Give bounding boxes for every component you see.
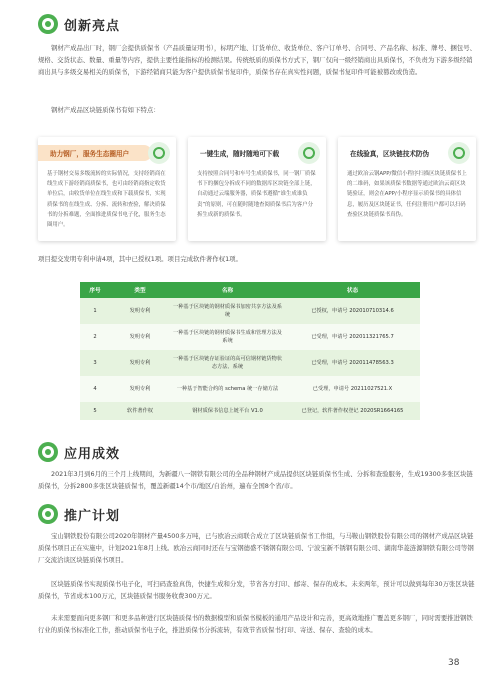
table-cell: 软件著作权 [110,402,170,420]
column-header: 序号 [80,282,110,298]
table-cell: 3 [80,350,110,376]
table-row [80,402,420,420]
table-cell: 发明专利 [110,376,170,402]
patent-table [80,282,420,420]
table-row [80,376,420,402]
feature-card-body: 基于钢材交易多级流转的实际情况，支持经销商在线生成下游经销商质保书，也可由经销商指定收货单位后，由收货单位在线生成和下载质保书，实现质保书的在线生成、分拆、流转和查验，解决质保书的分拆难题，全面推进质保书电子化，服务生态圈用户。 [47,171,166,229]
promotion-paragraph: 未来需要面向更多钢厂和更多品种进行区块链质保书的数据模型和质保书模板的通用产品设计和完善，更高效地推广覆盖更多钢厂，同时需要推进钢铁行业的质保书标准化工作，推动质保书电子化，推进质保书分拆流转，有效节省质保书打印、寄送、保存、查验的成本。 [38,614,473,634]
gear-icon [38,504,58,524]
table-cell: 一种基于区块链的钢材质保书生成和管理方法及系统 [170,324,285,350]
promotion-paragraph: 区块链质保书实现质保书电子化，可扫码查验真伪，快捷生成和分发，节省各方打印、邮寄、保存的成本。未来两年，预计可以做到每年30万张区块链质保书，节省成本100万元，区块链质保书服务收费300万元。 [38,580,475,600]
table-cell: 发明专利 [110,298,170,324]
intro-paragraph: 钢材产成品出厂时，钢厂会提供质保书（产品质量证明书），标明产地、订货单位、收货单位、客户订单号、合同号、产品名称、标准、牌号、捆包号、规格、交货状态、数量、重量等内容，提供主要性能指标的检测结果。传统纸质的质保书方式下，钢厂仅向一级经销商出具质保书，不负责为下游多级经销商出具与多级交易相关的质保书，下游经销商只能为客户提供质保书复印件，质保书存在真实性问题，质保书复印件可能被篡改或伪造。 [38,44,476,76]
column-header: 名称 [170,282,285,298]
section-title: 应用成效 [64,446,121,462]
table-cell: 发明专利 [110,350,170,376]
table-cell: 2 [80,324,110,350]
feature-card-title: 一键生成，随时随地可下载 [188,145,302,161]
gear-icon [38,14,58,34]
features-intro: 钢材产成品区块链质保书有如下特点： [51,106,160,114]
service-icon [148,142,170,164]
column-header: 状态 [285,282,420,298]
feature-card-body: 通过欧冶云钢APP/微信小程序扫描区块链质保书上的二维码，如果该质保书数据等通过欧冶云商区块链验证，则会在APP/小程序显示质保书的具体信息，履历及区块链证书，任何注册用户都可以扫码查验区块链质保书真伪。 [347,171,467,218]
section-heading-promotion [38,504,120,524]
feature-card [38,137,176,241]
page-number: 38 [448,658,460,668]
promotion-paragraph: 宝山钢铁股份有限公司2020年钢材产量4500多万吨，已与欧冶云商联合成立了区块链质保书工作组，与马鞍山钢铁股份有限公司的钢材产成品区块链质保书项目正在实施中，计划2021年8月上线。欧冶云商同时还在与宝钢德盛不锈钢有限公司、宁波宝新不锈钢有限公司、湖南华菱涟源钢铁有限公司等钢厂交流洽谈区块链质保书项目。 [38,532,474,564]
table-cell: 一种基于区块链存证验证的高可信钢材链货物状态方法、系统 [170,350,285,376]
table-row [80,350,420,376]
table-cell: 一种基于区块链的钢材质保书加密共享方法及系统 [170,298,285,324]
feature-card [188,137,326,241]
table-cell: 5 [80,402,110,420]
table-cell: 4 [80,376,110,402]
table-cell: 已登记，软件著作权登记 2020SR1664165 [285,402,420,420]
shield-icon [448,142,470,164]
section-heading-innovation [38,14,120,34]
table-cell: 1 [80,298,110,324]
table-header-row [80,282,420,298]
table-cell: 一种基于智能合约的 schema 统一存储方法 [170,376,285,402]
feature-cards [38,125,476,243]
table-caption: 项目提交发明专利申请4项，其中已授权1项。项目完成软件著作权1项。 [38,255,242,263]
feature-card-title: 在线验真，区块链技术防伪 [338,145,452,161]
table-row [80,298,420,324]
table-cell: 已授权，申请号 202010710314.6 [285,298,420,324]
table-cell: 发明专利 [110,324,170,350]
section-title: 推广计划 [64,508,121,524]
table-cell: 已受理，申请号 202011478563.3 [285,350,420,376]
section-title: 创新亮点 [64,18,121,34]
column-header: 类型 [110,282,170,298]
results-paragraph: 2021年3月到6月的三个月上线期间，为新疆八一钢铁有限公司的全品种钢材产成品提供区块链质保书生成、分拆和查验服务，生成19300多张区块链质保书，分拆2800多张区块链质保书，覆盖新疆14个市/地区/自治州，遍布全国8个省/市。 [38,470,473,490]
table-cell: 钢材质保书信息上链平台 V1.0 [170,402,285,420]
table-cell: 已受理，申请号 20211027521.X [285,376,420,402]
feature-card-body: 支持按照合同号和车号生成质保书，同一钢厂质保书下的捆包分拆成不同的数据库区块链全部上链，自动通过云端服务器，质保书遵循“谁生成谁负责”的原则，可在随时随地查阅质保书后为客户分拆生成新的质保书。 [197,171,316,218]
feature-card-title: 助力钢厂，服务生态圈用户 [38,145,152,161]
gear-icon [38,442,58,462]
table-row [80,324,420,350]
section-heading-results [38,442,120,462]
table-cell: 已受理，申请号 202011321765.7 [285,324,420,350]
download-icon [298,142,320,164]
feature-card [338,137,476,241]
